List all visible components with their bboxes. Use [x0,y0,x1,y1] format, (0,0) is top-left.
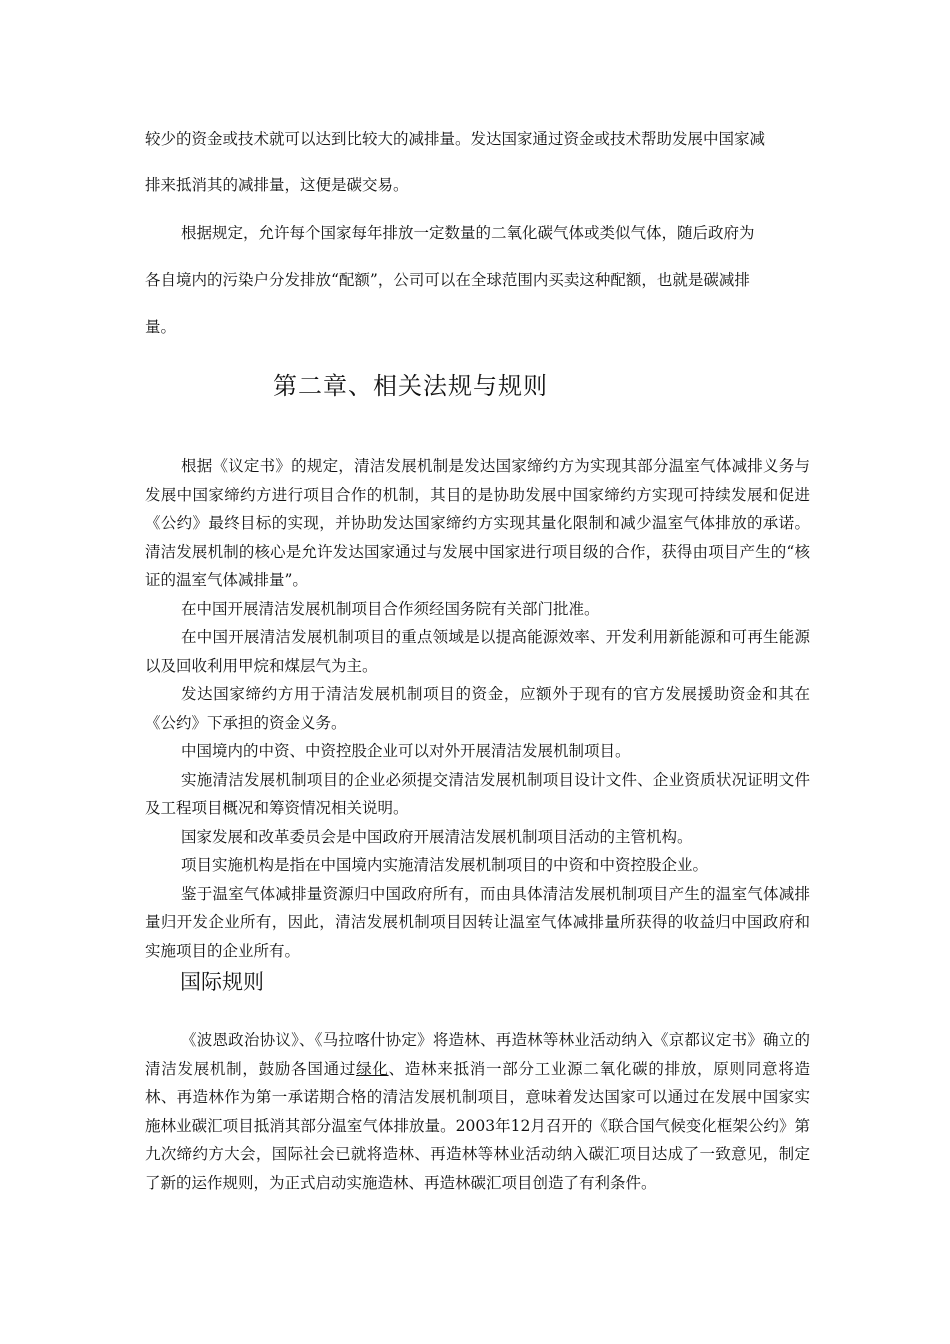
chapter-paragraph: 国家发展和改革委员会是中国政府开展清洁发展机制项目活动的主管机构。 [181,827,693,846]
chapter-paragraph: 发达国家缔约方用于清洁发展机制项目的资金，应额外于现有的官方发展援助资金和其在《公约》下承担的资金义务。 [145,685,810,732]
intl-text-before-link: 《波恩政治协议》、《马拉喀什协定》将造林、再造林等林业活动纳入《京都议定书》确立的清洁发展机制，鼓励各国通过 [145,1031,810,1078]
chapter-paragraph: 中国境内的中资、中资控股企业可以对外开展清洁发展机制项目。 [181,742,631,760]
chapter-paragraph: 鉴于温室气体减排量资源归中国政府所有，而由具体清洁发展机制项目产生的温室气体减排量归开发企业所有，因此，清洁发展机制项目因转让温室气体减排量所获得的收益归中国政府和实施项目的企业所有。 [145,884,810,960]
intro-line-2: 排来抵消其的减排量，这便是碳交易。 [145,176,409,194]
greening-link[interactable]: 绿化 [356,1059,389,1078]
chapter-paragraph: 在中国开展清洁发展机制项目的重点领域是以提高能源效率、开发利用新能源和可再生能源以及回收利用甲烷和煤层气为主。 [145,628,810,675]
chapter-paragraph: 在中国开展清洁发展机制项目合作须经国务院有关部门批准。 [181,599,600,618]
intro-line-1: 较少的资金或技术就可以达到比较大的减排量。发达国家通过资金或技术帮助发展中国家减 [145,130,766,148]
chapter-paragraph: 项目实施机构是指在中国境内实施清洁发展机制项目的中资和中资控股企业。 [181,856,709,874]
intro-line-4: 各自境内的污染户分发排放“配额”，公司可以在全球范围内买卖这种配额，也就是碳减排 [145,271,750,289]
intro-line-3: 根据规定，允许每个国家每年排放一定数量的二氧化碳气体或类似气体，随后政府为 [181,224,755,242]
intl-text-after-link: 、造林来抵消一部分工业源二氧化碳的排放，原则同意将造林、再造林作为第一承诺期合格的清洁发展机制项目，意味着发达国家可以通过在发展中国家实施林业碳汇项目抵消其部分温室气体排放量。2003年12月召开的《联合国气候变化框架公约》第九次缔约方大会，国际社会已就将造林、再造林等林业活动纳入碳汇项目达成了一致意见，制定了新的运作规则，为正式启动实施造林、再造林碳汇项目创造了有利条件。 [145,1059,810,1192]
chapter-paragraph: 实施清洁发展机制项目的企业必须提交清洁发展机制项目设计文件、企业资质状况证明文件及工程项目概况和筹资情况相关说明。 [145,770,810,817]
intl-paragraph [145,1026,810,1197]
chapter-title: 第二章、相关法规与规则 [273,372,548,400]
intro-line-5: 量。 [145,318,177,336]
section-title: 国际规则 [180,970,264,994]
intl-body [145,1026,810,1197]
chapter-body [145,452,810,965]
chapter-paragraph: 根据《议定书》的规定，清洁发展机制是发达国家缔约方为实现其部分温室气体减排义务与发展中国家缔约方进行项目合作的机制，其目的是协助发展中国家缔约方实现可持续发展和促进《公约》最终目标的实现，并协助发达国家缔约方实现其量化限制和减少温室气体排放的承诺。清洁发展机制的核心是允许发达国家通过与发展中国家进行项目级的合作，获得由项目产生的“核证的温室气体减排量”。 [145,457,810,589]
